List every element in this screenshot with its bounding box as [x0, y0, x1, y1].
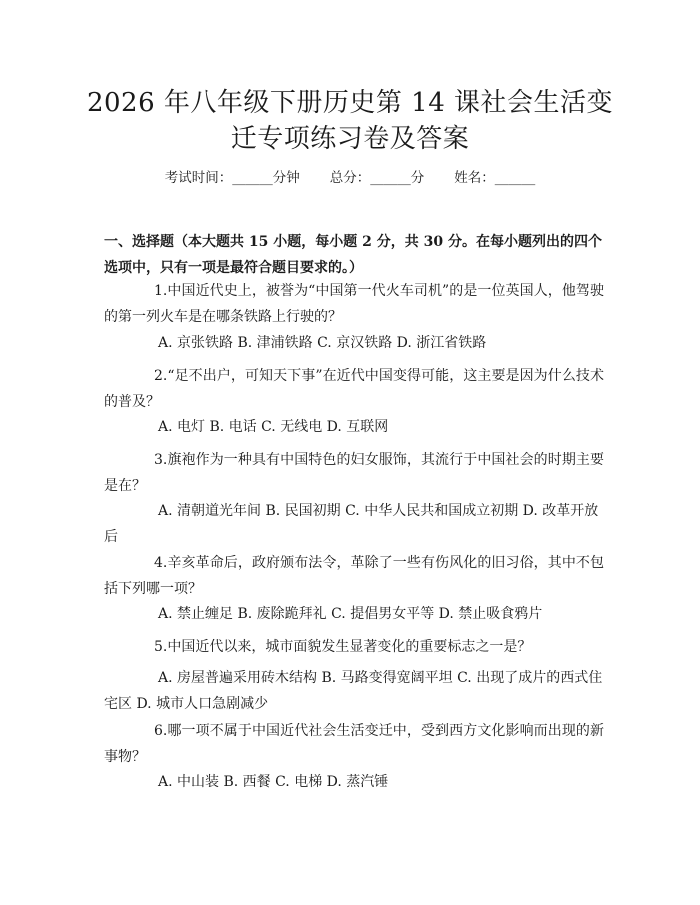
question-6: [104, 718, 604, 770]
page-title-line-2: 迁专项练习卷及答案: [230, 124, 470, 154]
exam-time-field: 考试时间：______分钟: [164, 170, 300, 186]
question-text: 辛亥革命后，政府颁布法令，革除了一些有伤风化的旧习俗，其中不包括下列哪一项？: [104, 555, 604, 597]
question-number: 6.: [154, 723, 168, 739]
question-5: [104, 634, 604, 660]
question-number: 3.: [154, 452, 168, 468]
question-text: 中国近代以来，城市面貌发生显著变化的重要标志之一是？: [167, 639, 532, 655]
question-text: “足不出户，可知天下事”在近代中国变得可能，这主要是因为什么技术的普及？: [104, 368, 604, 410]
section-heading: 一、选择题（本大题共 15 小题，每小题 2 分，共 30 分。在每小题列出的四个选项中，只有一项是最符合题目要求的。）: [104, 234, 602, 276]
question-number: 1.: [154, 283, 168, 299]
question-text: 旗袍作为一种具有中国特色的妇女服饰，其流行于中国社会的时期主要是在？: [104, 452, 604, 494]
question-text: 哪一项不属于中国近代社会生活变迁中，受到西方文化影响而出现的新事物？: [104, 723, 604, 765]
question-text: 中国近代史上，被誉为“中国第一代火车司机”的是一位英国人，他驾驶的第一列火车是在哪条铁路上行驶的？: [104, 283, 604, 325]
question-6-options: A. 中山装 B. 西餐 C. 电梯 D. 蒸汽锤: [158, 774, 389, 790]
question-number: 5.: [154, 639, 168, 655]
question-number: 4.: [154, 555, 168, 571]
question-4: [104, 550, 604, 602]
exam-meta: [0, 168, 700, 188]
question-5-options: A. 房屋普遍采用砖木结构 B. 马路变得宽阔平坦 C. 出现了成片的西式住宅区 D. 城市人口急剧减少: [104, 670, 603, 712]
question-1: [104, 278, 604, 330]
question-2-options: A. 电灯 B. 电话 C. 无线电 D. 互联网: [158, 419, 389, 435]
question-1-options: A. 京张铁路 B. 津浦铁路 C. 京汉铁路 D. 浙江省铁路: [158, 335, 487, 351]
question-4-options: A. 禁止缠足 B. 废除跪拜礼 C. 提倡男女平等 D. 禁止吸食鸦片: [158, 606, 543, 622]
question-2: [104, 363, 604, 415]
question-3-options: A. 清朝道光年间 B. 民国初期 C. 中华人民共和国成立初期 D. 改革开放后: [104, 503, 599, 545]
student-name-field: 姓名：______: [454, 170, 536, 186]
question-3: [104, 447, 604, 499]
question-number: 2.: [154, 368, 168, 384]
total-score-field: 总分：______分: [329, 170, 425, 186]
page-title-line-1: 2026 年八年级下册历史第 14 课社会生活变: [86, 88, 614, 118]
